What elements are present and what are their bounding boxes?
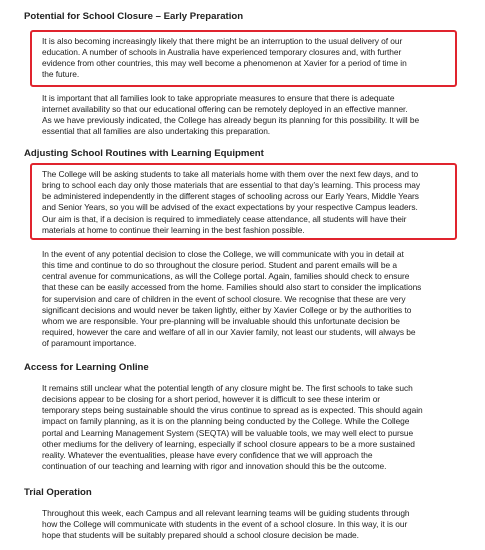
section-heading-trial-operation: Trial Operation <box>24 487 92 498</box>
text-line: essential that all families are also undertaking this preparation. <box>42 126 271 137</box>
text-line: The College will be asking students to take all materials home with them over the next few days, and to <box>42 169 419 179</box>
text-line: It is also becoming increasingly likely that there might be an interruption to the usual delivery of our <box>42 36 403 46</box>
text-line: of paramount importance. <box>42 338 137 349</box>
text-line: portal and Learning Management System (SEQTA) will be valuable tools, we may well elect to pursue <box>42 427 414 438</box>
text-line: how the College will communicate with students in the event of a school closure. In this way, it is our <box>42 519 408 530</box>
text-line: materials at home to continue their learning in the best fashion possible. <box>42 224 305 235</box>
text-line: be administered independently in the different stages of schooling across our Early Years, Middle Years <box>42 191 419 202</box>
section-heading-school-routines: Adjusting School Routines with Learning Equipment <box>24 148 264 159</box>
paragraph-trial-operation-1 <box>42 508 462 541</box>
paragraph-early-preparation-1 <box>42 36 462 81</box>
paragraph-learning-online-1 <box>42 383 462 472</box>
paragraph-school-routines-2 <box>42 249 462 349</box>
text-line: evidence from other countries, this may well become a phenomenon at Xavier for a period of time in <box>42 58 407 69</box>
section-heading-early-preparation: Potential for School Closure – Early Preparation <box>24 11 244 22</box>
text-line: Our aim is that, if a decision is required to immediately cease attendance, all students will have their <box>42 213 407 224</box>
text-line: decisions appear to be closing for a short period, however it is difficult to see these interim or <box>42 394 381 405</box>
text-line: It remains still unclear what the potential length of any closure might be. The first schools to take such <box>42 383 413 393</box>
text-line: other mediums for the delivery of learning, especially if school closure appears to be a more sustained <box>42 438 415 449</box>
text-line: impact on family planning, as it is on the planning being conducted by the College. While the College <box>42 416 410 427</box>
paragraph-early-preparation-2 <box>42 93 462 138</box>
section-heading-learning-online: Access for Learning Online <box>24 362 149 373</box>
text-line: the future. <box>42 69 80 80</box>
text-line: education. A number of schools in Australia have experienced temporary closures and, with further <box>42 47 402 58</box>
text-line: significant decisions and would never be taken lightly, either by Xavier College or by the authorities to <box>42 304 412 315</box>
text-line: for supervision and care of children in the event of school closure. We recognise that these are very <box>42 293 406 304</box>
paragraph-school-routines-1 <box>42 169 462 236</box>
text-line: that these can be easily accessed from the home. Families should also start to consider the implications <box>42 282 422 293</box>
text-line: bring to school each day only those materials that are essential to that day’s learning. This process may <box>42 180 421 191</box>
text-line: this time and continue to do so throughout the closure period. Student and parent emails will be a <box>42 260 397 271</box>
text-line: hope that students will be suitably prepared should a school closure decision be made. <box>42 530 359 541</box>
text-line: As we have previously indicated, the College has already begun its planning for this possibility. It will be <box>42 115 420 126</box>
text-line: internet availability so that our educational offering can be remotely deployed in an effective manner. <box>42 104 408 115</box>
text-line: required, however the care and welfare of all in our Xavier family, not least our students, will always be <box>42 327 416 338</box>
text-line: whom we are responsible. Your pre-planning will be invaluable should this unfortunate decision be <box>42 315 400 326</box>
text-line: temporary steps being sustainable should the virus continue to spread as is expected. This should again <box>42 405 423 416</box>
text-line: and Senior Years, so you will be advised of the exact expectations by your respective Campus leaders. <box>42 202 418 213</box>
text-line: In the event of any potential decision to close the College, we will communicate with you in detail at <box>42 249 404 259</box>
text-line: central avenue for communications, as will the College portal. Again, families should check to ensure <box>42 271 410 282</box>
text-line: continuation of our teaching and learning with rigor and innovation should this be the outcome. <box>42 461 387 472</box>
text-line: reality. Whatever the eventualities, please have every confidence that we will approach the <box>42 449 373 460</box>
text-line: Throughout this week, each Campus and all relevant learning teams will be guiding students through <box>42 508 410 518</box>
text-line: It is important that all families look to take appropriate measures to ensure that there is adequate <box>42 93 395 103</box>
